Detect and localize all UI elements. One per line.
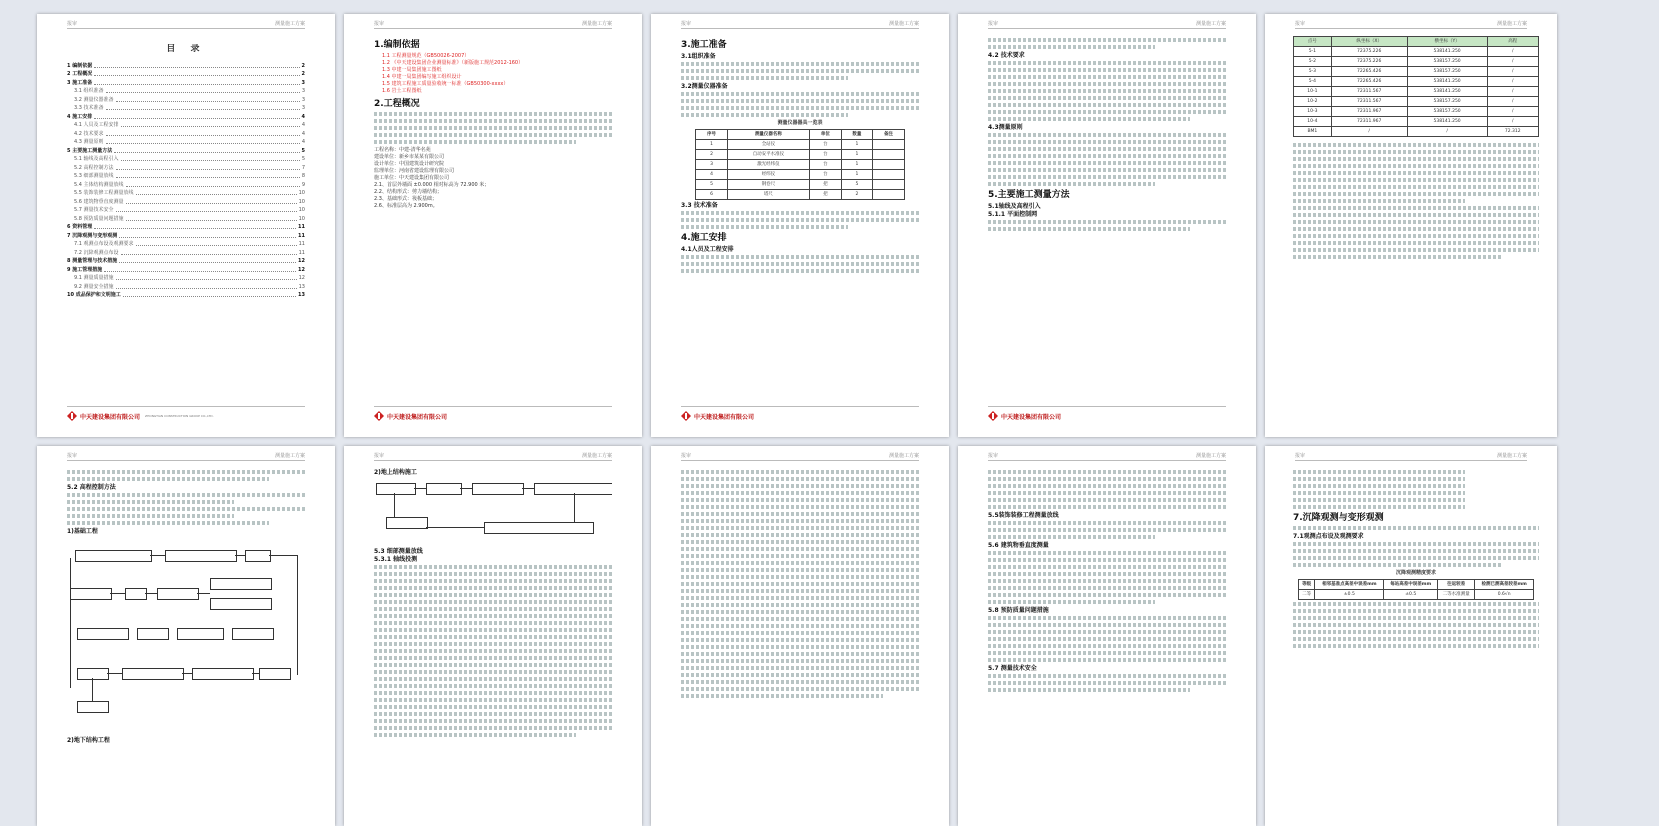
reference-item: 1.5 建筑工程施工质量验收统一标准（GB50300-xxxx） [382,81,509,87]
table-cell: 72311.567 [1331,97,1407,107]
company-logo [681,411,754,421]
info-line: 监理单位：河南省建设监理有限公司 [374,168,455,174]
table-cell: 538157.250 [1407,67,1487,77]
table-cell: 538141.250 [1407,77,1487,87]
company-logo [988,411,1061,421]
company-logo [374,411,447,421]
info-line: 工程名称：中建-清华名苑 [374,147,431,153]
header-left: 报审 [1295,453,1306,459]
table-cell: / [1487,77,1538,87]
header-right: 测量施工方案 [1195,453,1226,459]
toc-item-page: 12 [298,258,305,264]
toc-item[interactable] [67,282,305,291]
table-header-cell: 高程 [1487,37,1538,47]
toc-item-page: 10 [298,190,305,196]
subsection-heading: 5.7 测量技术安全 [988,665,1037,672]
table-cell: 2 [696,150,728,160]
settlement-accuracy-table [1298,579,1534,600]
header-left: 报审 [67,453,78,459]
table-cell: 538157.250 [1407,97,1487,107]
header-left: 报审 [988,453,999,459]
section-heading: 2.工程概况 [374,99,420,109]
toc-item-page: 9 [301,181,305,188]
toc-item-label: 4 施工安排 [67,113,93,120]
table-header-cell: 每站高差中误差mm [1384,580,1438,590]
toc-item[interactable] [67,265,305,274]
toc-item[interactable] [67,274,305,283]
subsection-heading: 4.3测量原则 [988,124,1023,131]
page-footer [374,406,612,423]
table-cell: / [1407,127,1487,137]
subsection-heading: 3.1组织准备 [681,53,716,60]
toc-item[interactable] [67,146,305,155]
table-row [696,180,904,190]
page-footer [681,406,919,423]
subsection-heading: 3.2测量仪器准备 [681,83,728,90]
toc-item-label: 7 沉降观测与变形观测 [67,232,118,239]
table-cell: 钢卷尺 [727,180,809,190]
toc-item-label: 4.3 测量原则 [74,139,104,145]
table-cell: 5 [696,180,728,190]
table-cell: 538157.250 [1407,57,1487,67]
toc-item-label: 7.1 观测点布设及观测要求 [74,241,134,247]
page-header [988,452,1226,461]
toc-item[interactable] [67,197,305,206]
header-left: 报审 [374,453,385,459]
toc-item-page: 13 [298,292,305,298]
page-header [1295,20,1527,29]
toc-item-page: 4 [301,122,305,128]
table-cell: 10-4 [1294,117,1332,127]
subsection-heading: 3.3 技术准备 [681,202,718,209]
table-cell: 72265.426 [1331,67,1407,77]
table-header-cell: 备注 [873,130,905,140]
page-header [374,20,612,29]
document-page [958,446,1256,826]
table-cell: / [1487,117,1538,127]
toc-item-label: 5.3 细部测量放线 [74,173,114,179]
table-cell: 538141.250 [1407,117,1487,127]
table-cell: 5-4 [1294,77,1332,87]
table-row [1294,77,1539,87]
toc-item-page: 10 [298,198,305,205]
subsection-heading: 7.1观测点布设及观测要求 [1293,533,1364,540]
document-page [37,446,335,826]
toc-item[interactable] [67,172,305,181]
table-header-cell: 数量 [841,130,873,140]
table-cell: 6 [696,190,728,200]
table-cell: 台 [810,150,842,160]
subsection-heading: 5.2 高程控制方法 [67,484,116,491]
document-page [651,14,949,437]
table-cell: 0.6√n [1475,590,1534,600]
info-line: 设计单位：中国建筑设计研究院 [374,161,445,167]
table-cell: / [1487,87,1538,97]
table-header-cell: 相邻基准点高差中误差mm [1315,580,1384,590]
table-cell [873,160,905,170]
toc-item[interactable] [67,163,305,172]
toc-item-label: 3 施工准备 [67,79,93,86]
toc-item-label: 10 成品保护和文明施工 [67,292,121,298]
subsection-heading: 2)地上结构施工 [374,469,417,476]
toc-item-page: 12 [298,275,305,281]
toc-item[interactable] [67,70,305,79]
table-cell: 台 [810,140,842,150]
reference-item: 1.4 中建一局集团编写施工组织设计 [382,74,462,80]
toc-item-page: 11 [298,249,305,256]
toc-item[interactable] [67,291,305,300]
instrument-table [695,129,904,200]
company-logo-icon [681,411,691,421]
toc-item-page: 4 [301,139,305,145]
table-header-cell: 横坐标（Y） [1407,37,1487,47]
header-left: 报审 [67,21,78,27]
page-header [374,452,612,461]
document-page [37,14,335,437]
table-cell: 经纬仪 [727,170,809,180]
table-cell: 72265.426 [1331,77,1407,87]
toc-item-label: 9 施工管理措施 [67,266,103,273]
document-page [958,14,1256,437]
table-cell: 自动安平水准仪 [727,150,809,160]
toc-item-label: 7.2 沉降观测点布设 [74,249,119,256]
table-cell: 72375.226 [1331,57,1407,67]
toc-item-label: 9.2 测量安全措施 [74,283,114,290]
toc-item[interactable] [67,240,305,249]
page-header [681,452,919,461]
toc-item-label: 4.1 人员及工程安排 [74,122,119,128]
document-page [1265,446,1557,826]
table-cell: 5-1 [1294,47,1332,57]
header-left: 报审 [374,21,385,27]
page-header [67,452,305,461]
toc-item-label: 5.2 高程控制方法 [74,164,114,171]
page-header [1295,452,1527,461]
table-cell: 台 [810,160,842,170]
toc-item[interactable] [67,78,305,87]
table-cell: 538141.250 [1407,47,1487,57]
info-line: 2.6、标准层高为 2.900m。 [374,203,438,209]
toc-item[interactable] [67,257,305,266]
table-of-contents [67,61,305,299]
table-row [1294,97,1539,107]
toc-item-page: 3 [301,88,305,94]
company-name-en: ZHONGTIAN CONSTRUCTION GROUP CO.,LTD. [145,414,214,418]
info-line: 2.2、结构形式：剪力墙结构； [374,189,442,195]
table-header-cell: 测量仪器名称 [727,130,809,140]
coordinate-table [1293,36,1539,137]
table-cell: 1 [696,140,728,150]
table-cell [873,190,905,200]
toc-item[interactable] [67,87,305,96]
company-name: 中天建设集团有限公司 [387,413,448,421]
table-cell: / [1487,107,1538,117]
table-row [1294,127,1539,137]
reference-list [374,53,612,95]
header-right: 测量施工方案 [1195,21,1226,27]
toc-item-label: 5.4 主体结构测量放线 [74,181,124,188]
info-line: 施工单位：中天建设集团有限公司 [374,175,450,181]
header-right: 测量施工方案 [581,453,612,459]
table-cell: / [1487,67,1538,77]
table-cell: 72.312 [1487,127,1538,137]
subsection-heading: 5.5装饰装修工程测量放线 [988,512,1059,519]
table-cell: 72375.226 [1331,47,1407,57]
page-header [681,20,919,29]
toc-item[interactable] [67,231,305,240]
subsection-heading: 5.8 预防质量问题措施 [988,607,1049,614]
table-cell [873,140,905,150]
table-title: 沉降观测精度要求 [1395,570,1436,576]
table-header-cell: 等级 [1298,580,1314,590]
section-heading: 1.编制依据 [374,40,420,50]
toc-item[interactable] [67,180,305,189]
table-cell: 1 [841,160,873,170]
header-right: 测量施工方案 [274,21,305,27]
table-header-cell: 检测已测高差较差mm [1475,580,1534,590]
subsection-heading: 5.3 细部测量放线 [374,548,423,555]
toc-item-label: 5.1 轴线及高程引入 [74,156,119,162]
table-cell: 全站仪 [727,140,809,150]
toc-item-page: 11 [298,241,305,247]
table-cell: 538141.250 [1407,87,1487,97]
company-name: 中天建设集团有限公司 [1001,413,1062,421]
toc-item-label: 2 工程概况 [67,71,93,77]
header-left: 报审 [988,21,999,27]
table-cell: 72311.967 [1331,117,1407,127]
section-heading: 4.施工安排 [681,233,727,243]
toc-item[interactable] [67,61,305,70]
table-cell: / [1487,57,1538,67]
reference-item: 1.6 岩土工程图纸 [382,88,422,94]
table-cell: 1 [841,150,873,160]
company-logo [67,411,214,421]
toc-item[interactable] [67,155,305,164]
table-cell: 二等水准测量 [1437,590,1474,600]
subsection-heading: 1)基础工程 [67,528,98,535]
page-footer [67,406,305,423]
document-page [651,446,949,826]
reference-item: 1.2 《中天建设集团企业测量标准》（新版施工规范2012-160） [382,60,524,66]
toc-item-page: 2 [301,62,305,69]
toc-item-label: 1 编制依据 [67,62,93,69]
table-row [696,190,904,200]
toc-item-label: 3.2 测量仪器准备 [74,96,114,103]
table-row [1294,117,1539,127]
subsection-heading: 5.3.1 轴线投测 [374,556,418,563]
table-cell: 1 [841,170,873,180]
table-cell: 激光经纬仪 [727,160,809,170]
table-header-cell: 点号 [1294,37,1332,47]
table-cell: 3 [696,160,728,170]
table-cell: ±0.5 [1315,590,1384,600]
page-footer [988,406,1226,423]
toc-item-page: 4 [301,130,305,137]
reference-item: 1.1 工程测量规范（GB50026-2007） [382,53,470,59]
toc-item-page: 11 [298,232,305,239]
toc-item[interactable] [67,129,305,138]
company-name: 中天建设集团有限公司 [694,413,755,421]
subsection-heading: 4.1人员及工程安排 [681,246,734,253]
table-header-cell: 往返较差 [1437,580,1474,590]
flowchart [374,477,612,547]
header-right: 测量施工方案 [888,453,919,459]
table-row [1294,47,1539,57]
project-info [374,147,612,210]
toc-item-page: 5 [301,156,305,162]
table-cell: / [1487,97,1538,107]
toc-item-page: 2 [301,71,305,77]
table-cell: 538157.250 [1407,107,1487,117]
table-cell: 台 [810,170,842,180]
toc-item-label: 9.1 测量质量措施 [74,275,114,281]
toc-item-label: 3.1 组织准备 [74,88,104,94]
toc-item[interactable] [67,95,305,104]
table-row [1294,67,1539,77]
toc-item-page: 3 [301,105,305,111]
header-right: 测量施工方案 [1496,453,1527,459]
toc-item-page: 5 [301,147,305,154]
table-cell [873,180,905,190]
header-right: 测量施工方案 [581,21,612,27]
toc-item-page: 3 [301,79,305,86]
toc-item[interactable] [67,214,305,223]
table-header-cell: 序号 [696,130,728,140]
header-right: 测量施工方案 [888,21,919,27]
table-cell: 把 [810,180,842,190]
table-cell: / [1331,127,1407,137]
table-header-cell: 纵坐标（X） [1331,37,1407,47]
toc-item-label: 5.5 装饰装修工程测量放线 [74,190,134,196]
toc-item[interactable] [67,138,305,147]
table-row [696,170,904,180]
table-title: 测量仪器器具一览表 [777,120,823,126]
toc-item-page: 13 [298,283,305,290]
header-left: 报审 [1295,21,1306,27]
subsection-heading: 5.1轴线及高程引入 [988,203,1041,210]
company-name: 中天建设集团有限公司 [80,413,141,421]
company-logo-icon [67,411,77,421]
toc-item-page: 10 [298,215,305,222]
toc-item[interactable] [67,248,305,257]
toc-item-page: 10 [298,207,305,213]
toc-item-page: 4 [301,113,305,120]
toc-item-label: 5.6 建筑物垂直度测量 [74,198,124,205]
table-cell: 10-2 [1294,97,1332,107]
page-header [67,20,305,29]
table-cell [873,150,905,160]
toc-item-label: 5 主要施工测量方法 [67,147,113,154]
section-heading: 3.施工准备 [681,40,727,50]
document-page [1265,14,1557,437]
toc-item-label: 3.3 技术准备 [74,105,104,111]
table-row [696,150,904,160]
header-left: 报审 [681,21,692,27]
table-cell: ±0.5 [1384,590,1438,600]
toc-item[interactable] [67,189,305,198]
document-page [344,446,642,826]
table-cell [873,170,905,180]
toc-item-label: 4.2 技术要求 [74,130,104,137]
header-right: 测量施工方案 [1496,21,1527,27]
toc-item[interactable] [67,121,305,130]
table-cell: 塔尺 [727,190,809,200]
company-logo-icon [374,411,384,421]
toc-item[interactable] [67,206,305,215]
table-row [1294,57,1539,67]
company-logo-icon [988,411,998,421]
table-cell: 把 [810,190,842,200]
table-cell: 10-1 [1294,87,1332,97]
table-cell: BM1 [1294,127,1332,137]
table-cell: 5-3 [1294,67,1332,77]
table-row [1294,107,1539,117]
table-cell: 10-3 [1294,107,1332,117]
table-cell: 72311.567 [1331,87,1407,97]
table-cell: 4 [696,170,728,180]
flowchart [67,536,305,736]
info-line: 2.1、首层外墙面 ±0.000 相对标高为 72.900 米； [374,182,490,188]
document-page [344,14,642,437]
toc-item-page: 7 [301,164,305,171]
table-row [696,140,904,150]
table-header-cell: 单位 [810,130,842,140]
table-row [1294,87,1539,97]
table-cell: 5-2 [1294,57,1332,67]
toc-item-page: 3 [301,96,305,103]
toc-item-page: 11 [298,224,305,230]
toc-item[interactable] [67,112,305,121]
toc-item-label: 5.8 预防质量问题措施 [74,215,124,222]
header-right: 测量施工方案 [274,453,305,459]
table-cell: 二等 [1298,590,1314,600]
toc-item[interactable] [67,104,305,113]
table-cell: / [1487,47,1538,57]
table-cell: 72311.967 [1331,107,1407,117]
table-cell: 2 [841,190,873,200]
info-line: 2.3、基础形式：筏板基础； [374,196,437,202]
toc-item-label: 8 测量管理与技术措施 [67,258,118,264]
toc-item-label: 5.7 测量技术安全 [74,207,114,213]
table-row [696,160,904,170]
table-cell: 1 [841,140,873,150]
section-heading: 5.主要施工测量方法 [988,190,1070,200]
toc-item-page: 12 [298,266,305,273]
table-cell: 5 [841,180,873,190]
section-heading: 7.沉降观测与变形观测 [1293,513,1384,523]
info-line: 建设单位：新乡市某某有限公司 [374,154,445,160]
subsection-heading: 5.1.1 平面控制网 [988,211,1038,218]
header-left: 报审 [681,453,692,459]
toc-item-label: 6 资料管理 [67,224,93,230]
subsection-heading: 4.2 技术要求 [988,52,1025,59]
reference-item: 1.3 中建一局集团施工图纸 [382,67,442,73]
toc-item-page: 8 [301,173,305,179]
page-header [988,20,1226,29]
subsection-heading: 2)地下结构工程 [67,737,110,744]
subsection-heading: 5.6 建筑物垂直度测量 [988,542,1049,549]
toc-title: 目 录 [166,44,206,54]
toc-item[interactable] [67,223,305,232]
